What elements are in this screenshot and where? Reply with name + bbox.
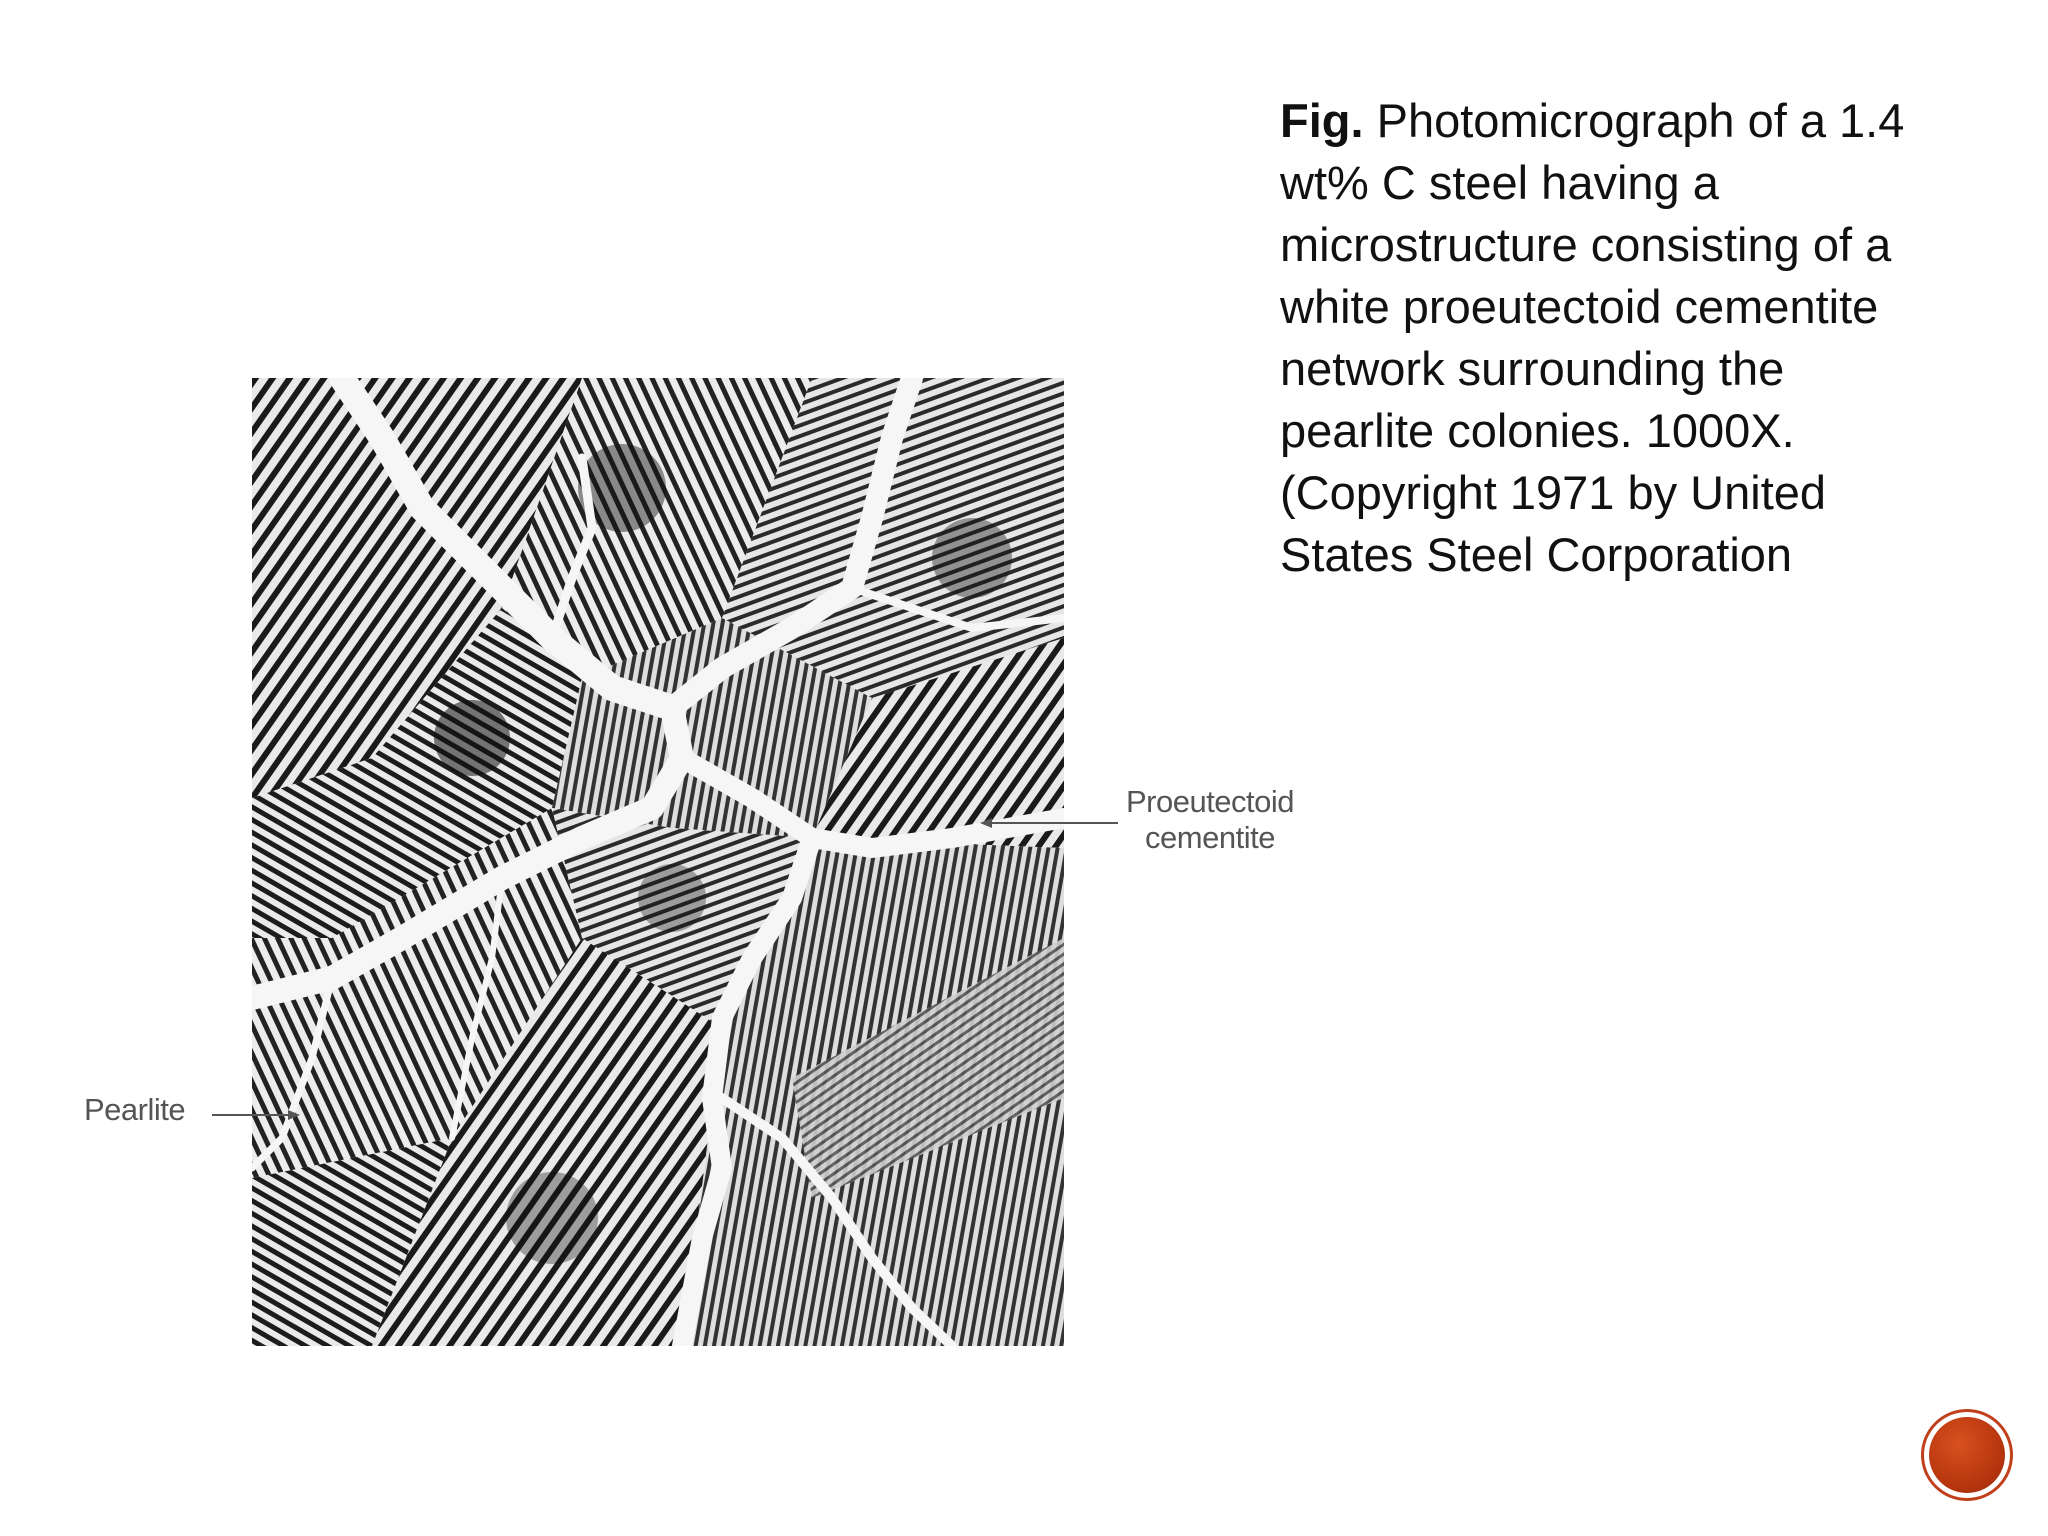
- micrograph-texture: [252, 378, 1064, 1346]
- slide-nav-button[interactable]: [1924, 1412, 2010, 1498]
- caption-lead: Fig.: [1280, 94, 1364, 147]
- cementite-label: [1112, 784, 1308, 856]
- cementite-label-line1: Proeutectoid: [1125, 784, 1295, 819]
- pearlite-leader-line: [210, 1100, 300, 1130]
- cementite-leader-line: [980, 808, 1120, 838]
- cementite-label-line2: cementite: [1145, 820, 1275, 855]
- pearlite-label: Pearlite: [84, 1092, 186, 1127]
- figure-caption: [1280, 90, 1920, 586]
- caption-body: Photomicrograph of a 1.4 wt% C steel having a microstructure consisting of a white proeutectoid cementite network surrounding the pearlite colonies. 1000X. (Copyright 1971 by United States Steel Corporation: [1280, 94, 1905, 581]
- circle-button-icon: [1929, 1417, 2005, 1493]
- micrograph-image: [252, 378, 1064, 1346]
